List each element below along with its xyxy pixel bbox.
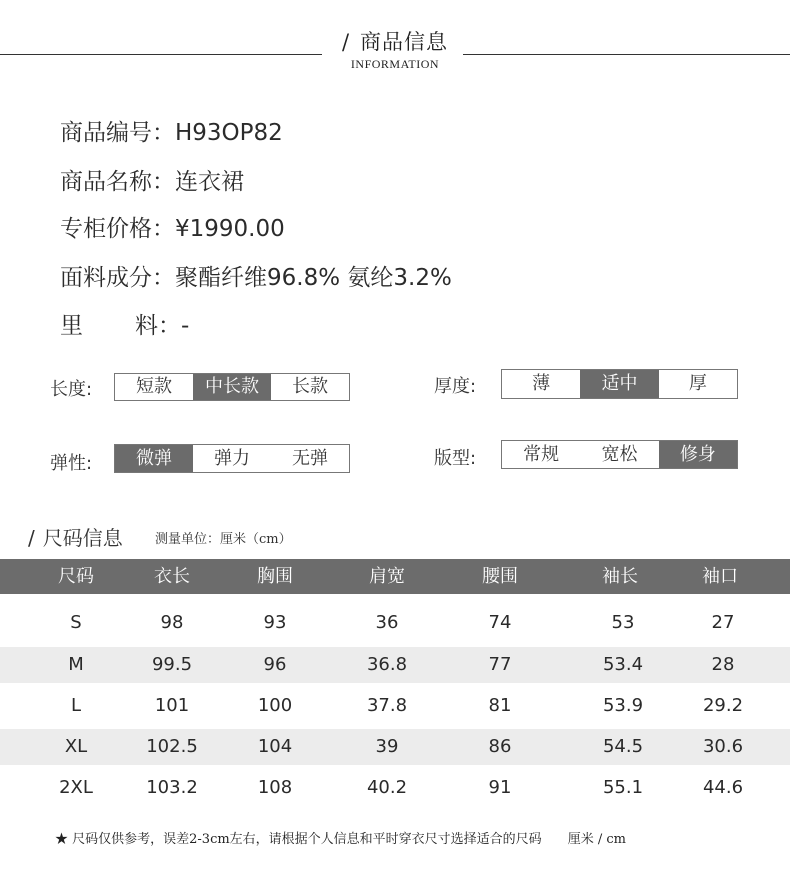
size-title-slash: / xyxy=(28,526,35,550)
cell-size: S xyxy=(70,612,82,633)
header-length: 衣长 xyxy=(154,566,190,587)
cell-sleeve-length: 53.9 xyxy=(602,695,644,716)
info-row-lining xyxy=(60,307,189,340)
name-value: 连衣裙 xyxy=(175,169,244,195)
cell-waist: 86 xyxy=(488,736,512,757)
size-footnote xyxy=(55,828,626,847)
footnote-unit: 厘米 / cm xyxy=(567,832,626,847)
title-slash: / xyxy=(341,30,351,54)
lining-value: - xyxy=(181,313,190,339)
cell-cuff: 30.6 xyxy=(702,736,744,757)
elasticity-option-none[interactable]: 无弹 xyxy=(292,448,328,469)
cell-sleeve-length: 53 xyxy=(611,612,635,633)
cell-shoulder: 40.2 xyxy=(366,777,408,798)
cell-length: 101 xyxy=(154,695,190,716)
elasticity-option-slight[interactable]: 微弹 xyxy=(115,445,193,472)
length-option-long[interactable]: 长款 xyxy=(292,376,328,397)
length-selector xyxy=(114,373,350,401)
cell-bust: 96 xyxy=(263,654,287,675)
cell-length: 102.5 xyxy=(146,736,198,757)
lining-label-second: 料： xyxy=(135,313,181,339)
header-waist: 腰围 xyxy=(482,566,518,587)
cell-waist: 81 xyxy=(488,695,512,716)
fit-option-regular[interactable]: 常规 xyxy=(523,444,560,465)
elasticity-label: 弹性: xyxy=(50,453,93,474)
cell-cuff: 44.6 xyxy=(702,777,744,798)
size-title-text: 尺码信息 xyxy=(42,526,123,550)
fit-selector xyxy=(501,440,738,469)
cell-bust: 100 xyxy=(257,695,293,716)
table-row xyxy=(0,729,790,765)
cell-sleeve-length: 53.4 xyxy=(602,654,644,675)
cell-shoulder: 36.8 xyxy=(366,654,408,675)
cell-bust: 104 xyxy=(257,736,293,757)
cell-waist: 91 xyxy=(488,777,512,798)
fit-option-slim[interactable]: 修身 xyxy=(659,441,737,468)
thickness-label: 厚度: xyxy=(434,376,477,397)
price-label: 专柜价格： xyxy=(60,216,175,242)
table-row xyxy=(0,688,790,724)
section-subtitle: INFORMATION xyxy=(350,57,440,71)
cell-length: 99.5 xyxy=(151,654,193,675)
elasticity-option-stretch[interactable]: 弹力 xyxy=(214,448,250,469)
code-value: H93OP82 xyxy=(175,120,283,146)
thickness-option-thin[interactable]: 薄 xyxy=(532,373,551,394)
cell-bust: 93 xyxy=(263,612,287,633)
fabric-value: 聚酯纤维96.8% 氨纶3.2% xyxy=(175,265,452,291)
name-label: 商品名称： xyxy=(60,169,175,195)
size-table-header xyxy=(0,559,790,594)
info-row-price xyxy=(60,210,285,243)
header-bust: 胸围 xyxy=(257,566,293,587)
cell-size: L xyxy=(70,695,82,716)
length-option-short[interactable]: 短款 xyxy=(136,376,172,397)
elasticity-selector xyxy=(114,444,350,473)
cell-sleeve-length: 55.1 xyxy=(602,777,644,798)
cell-length: 103.2 xyxy=(146,777,198,798)
thickness-selector xyxy=(501,369,738,399)
cell-sleeve-length: 54.5 xyxy=(602,736,644,757)
code-label: 商品编号： xyxy=(60,120,175,146)
cell-shoulder: 36 xyxy=(375,612,399,633)
fabric-label: 面料成分： xyxy=(60,265,175,291)
section-title xyxy=(0,26,790,56)
info-row-fabric xyxy=(60,259,452,292)
cell-size: 2XL xyxy=(59,777,93,798)
thickness-option-thick[interactable]: 厚 xyxy=(688,373,707,394)
header-shoulder: 肩宽 xyxy=(369,566,405,587)
header-cuff: 袖口 xyxy=(702,566,738,587)
table-row xyxy=(0,770,790,806)
table-row xyxy=(0,605,790,641)
size-unit-note: 测量单位：厘米（cm） xyxy=(155,532,292,547)
length-option-mid[interactable]: 中长款 xyxy=(193,374,271,400)
info-row-name xyxy=(60,163,244,196)
cell-cuff: 27 xyxy=(711,612,735,633)
price-value: ¥1990.00 xyxy=(175,216,285,242)
length-label: 长度: xyxy=(50,379,93,400)
footnote-text: ★ 尺码仅供参考，误差2-3cm左右，请根据个人信息和平时穿衣尺寸选择适合的尺码 xyxy=(55,832,542,847)
fit-option-loose[interactable]: 宽松 xyxy=(601,444,638,465)
header-sleeve-length: 袖长 xyxy=(602,566,638,587)
title-text: 商品信息 xyxy=(360,30,449,54)
cell-size: XL xyxy=(64,736,88,757)
cell-shoulder: 37.8 xyxy=(366,695,408,716)
size-section-title xyxy=(28,522,123,551)
lining-label-first: 里 xyxy=(60,313,83,339)
cell-shoulder: 39 xyxy=(375,736,399,757)
thickness-option-medium[interactable]: 适中 xyxy=(580,370,658,398)
cell-waist: 74 xyxy=(488,612,512,633)
cell-waist: 77 xyxy=(488,654,512,675)
cell-cuff: 29.2 xyxy=(702,695,744,716)
fit-label: 版型: xyxy=(434,448,477,469)
info-row-code xyxy=(60,114,283,147)
table-row xyxy=(0,647,790,683)
cell-bust: 108 xyxy=(257,777,293,798)
cell-length: 98 xyxy=(160,612,184,633)
header-size: 尺码 xyxy=(58,566,94,587)
cell-size: M xyxy=(68,654,84,675)
cell-cuff: 28 xyxy=(711,654,735,675)
